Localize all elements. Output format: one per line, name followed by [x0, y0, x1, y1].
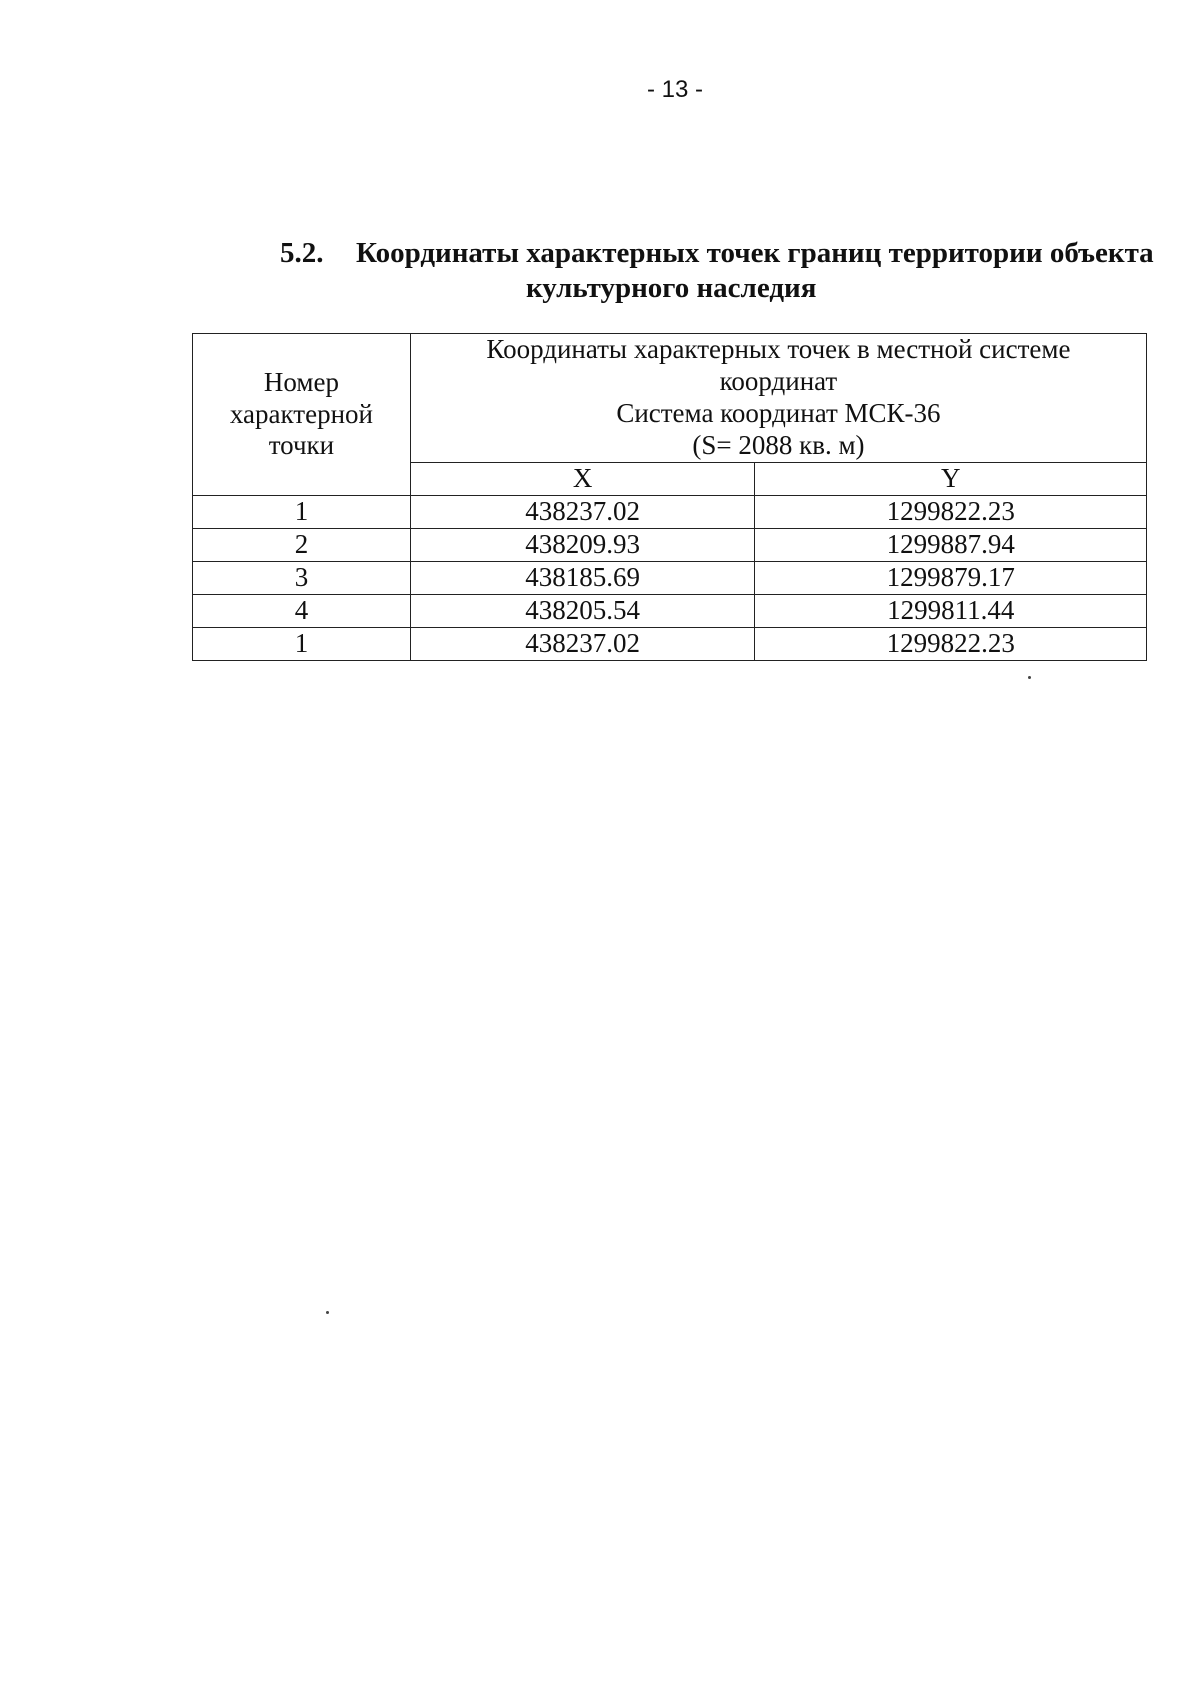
scan-speck: [326, 1311, 329, 1314]
cell-y: 1299822.23: [755, 496, 1147, 529]
table-row: [193, 628, 1147, 661]
cell-point: 1: [193, 496, 411, 529]
scan-speck: [1028, 676, 1031, 679]
header-x: X: [410, 463, 755, 496]
section-title-line2: культурного наследия: [526, 271, 817, 304]
header-point-line: точки: [268, 430, 335, 461]
cell-x: 438185.69: [410, 562, 755, 595]
table-header-row: [193, 334, 1147, 463]
cell-point: 3: [193, 562, 411, 595]
cell-point: 1: [193, 628, 411, 661]
header-group-line: (S= 2088 кв. м): [692, 429, 865, 460]
section-number: 5.2.: [280, 237, 324, 269]
table-row: [193, 562, 1147, 595]
table-row: [193, 595, 1147, 628]
cell-y: 1299879.17: [755, 562, 1147, 595]
section-title-text: Координаты характерных точек границ территории объекта: [356, 237, 1154, 269]
cell-point: 4: [193, 595, 411, 628]
header-point-number: [193, 334, 411, 496]
page-number: - 13 -: [646, 76, 703, 103]
cell-x: 438237.02: [410, 628, 755, 661]
section-title-line1: [280, 237, 1154, 269]
cell-x: 438205.54: [410, 595, 755, 628]
cell-x: 438209.93: [410, 529, 755, 562]
table-row: [193, 529, 1147, 562]
cell-y: 1299887.94: [755, 529, 1147, 562]
cell-point: 2: [193, 529, 411, 562]
cell-x: 438237.02: [410, 496, 755, 529]
cell-y: 1299811.44: [755, 595, 1147, 628]
section-title: [280, 236, 1154, 306]
header-coordinate-system: [410, 334, 1146, 463]
header-point-line: характерной: [229, 398, 373, 429]
header-y: Y: [755, 463, 1147, 496]
header-group-line: Координаты характерных точек в местной системе: [486, 334, 1071, 365]
header-point-line: Номер: [263, 366, 339, 397]
cell-y: 1299822.23: [755, 628, 1147, 661]
header-group-line: координат: [719, 366, 838, 397]
header-group-line: Система координат МСК-36: [616, 398, 941, 428]
coordinates-table: [192, 333, 1147, 661]
table-row: [193, 496, 1147, 529]
